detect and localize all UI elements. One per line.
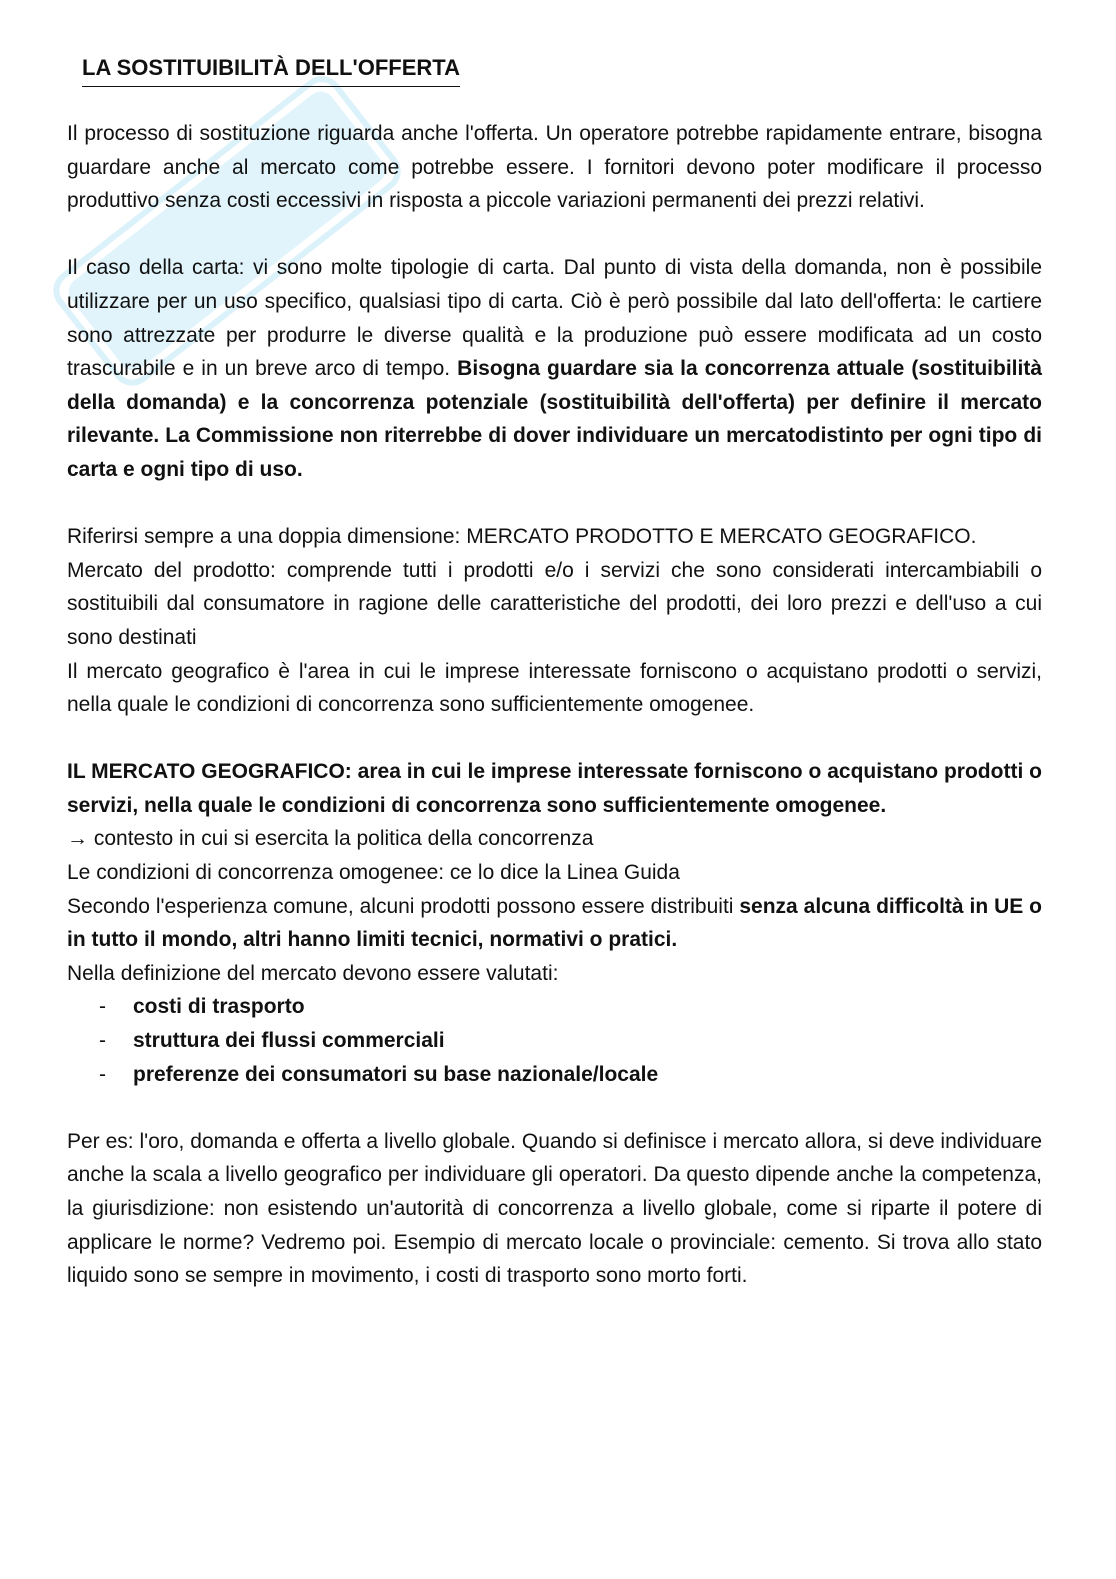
paragraph-esperienza [67, 890, 1042, 957]
paragraph-carta-text: Il caso della carta: vi sono molte tipologie di carta. Dal punto di vista della domanda, non è possibile utilizzare per un uso specifico, qualsiasi tipo di carta. Ciò è però possibile dal lato dell'offerta: le cartiere sono attrezzate per produrre le diverse qualità e la produzione può essere modificata ad un costo trascurabile e in un breve arco di tempo. [67, 256, 1042, 381]
list-dash: - [99, 1029, 106, 1053]
list-item [99, 1058, 1042, 1092]
document-page [67, 50, 1042, 1293]
paragraph-esempi: Per es: l'oro, domanda e offerta a livello globale. Quando si definisce i mercato allora, si deve individuare anche la scala a livello geografico per individuare gli operatori. Da questo dipende anche la competenza, la giurisdizione: non esistendo un'autorità di concorrenza a livello globale, come si riparte il potere di applicare le norme? Vedremo poi. Esempio di mercato locale o provinciale: cemento. Si trova allo stato liquido sono se sempre in movimento, i costi di trasporto sono morto forti. [67, 1129, 1042, 1288]
paragraph-offerta: Il processo di sostituzione riguarda anche l'offerta. Un operatore potrebbe rapidamente entrare, bisogna guardare anche al mercato come potrebbe essere. I fornitori devono poter modificare il processo produttivo senza costi eccessivi in risposta a piccole variazioni permanenti dei prezzi relativi. [67, 122, 1042, 213]
line-contesto: → contesto in cui si esercita la politica della concorrenza [67, 827, 594, 851]
paragraph-esperienza-bold: senza alcuna difficoltà in UE o in tutto il mondo, altri hanno limiti tecnici, normativi o pratici. [67, 894, 1042, 952]
heading-mercato-geografico: IL MERCATO GEOGRAFICO: area in cui le imprese interessate forniscono o acquistano prodotti o servizi, nella quale le condizioni di concorrenza sono sufficientemente omogenee. [67, 760, 1042, 817]
list-item-text: costi di trasporto [133, 995, 305, 1019]
criteria-list [67, 990, 1042, 1091]
line-linea-guida: Le condizioni di concorrenza omogenee: ce lo dice la Linea Guida [67, 861, 680, 885]
page-title: LA SOSTITUIBILITÀ DELL'OFFERTA [82, 50, 460, 87]
paragraph-mercato-geografico: Il mercato geografico è l'area in cui le imprese interessate forniscono o acquistano prodotti o servizi, nella quale le condizioni di concorrenza sono sufficientemente omogenee. [67, 659, 1042, 717]
list-item-text: preferenze dei consumatori su base nazionale/locale [133, 1062, 659, 1086]
list-dash: - [99, 1062, 106, 1086]
list-item [99, 1024, 1042, 1058]
paragraph-esperienza-text: Secondo l'esperienza comune, alcuni prodotti possono essere distribuiti [67, 894, 734, 918]
paragraph-carta [67, 251, 1042, 486]
list-item [99, 990, 1042, 1024]
line-definizione: Nella definizione del mercato devono essere valutati: [67, 961, 559, 985]
paragraph-dimensione: Riferirsi sempre a una doppia dimensione: MERCATO PRODOTTO E MERCATO GEOGRAFICO. [67, 525, 977, 549]
list-item-text: struttura dei flussi commerciali [133, 1029, 445, 1053]
paragraph-mercato-prodotto: Mercato del prodotto: comprende tutti i prodotti e/o i servizi che sono considerati intercambiabili o sostituibili dal consumatore in ragione delle caratteristiche del prodotti, dei loro prezzi e dell'uso a cui sono destinati [67, 558, 1042, 649]
paragraph-carta-bold: Bisogna guardare sia la concorrenza attuale (sostituibilità della domanda) e la concorrenza potenziale (sostituibilità dell'offerta) per definire il mercato rilevante. La Commissione non riterrebbe di dover individuare un mercatodistinto per ogni tipo di carta e ogni tipo di uso. [67, 357, 1042, 481]
list-dash: - [99, 995, 106, 1019]
